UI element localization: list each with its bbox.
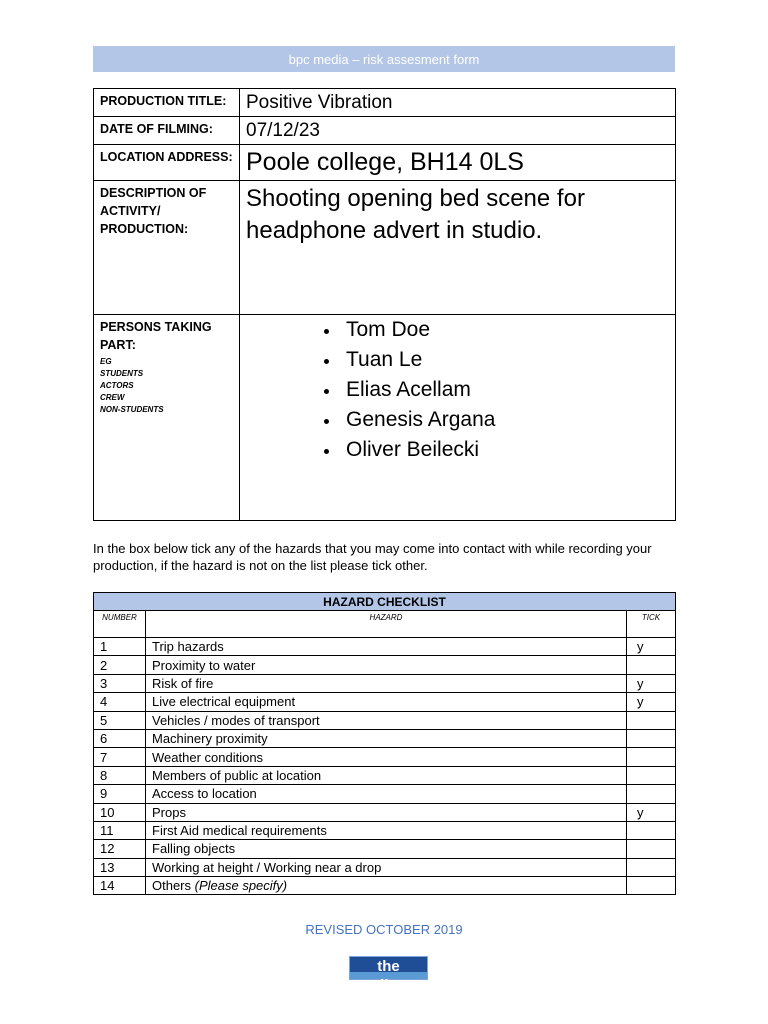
- hazard-name-text: Access to location: [152, 786, 257, 802]
- hazard-row: [94, 821, 676, 839]
- hazard-name-text: Others: [152, 878, 192, 894]
- hazard-name: [146, 840, 627, 858]
- person-item: Tuan Le: [346, 345, 669, 375]
- hazard-row: [94, 840, 676, 858]
- hazard-tick[interactable]: [627, 656, 676, 674]
- person-item: Genesis Argana: [346, 405, 669, 435]
- hazard-name-text: First Aid medical requirements: [152, 823, 327, 839]
- hazard-row: [94, 858, 676, 876]
- hazard-row: [94, 674, 676, 692]
- hazard-number: 11: [94, 821, 146, 839]
- hazard-rows: [94, 638, 676, 895]
- person-item: Tom Doe: [346, 315, 669, 345]
- hazard-tick[interactable]: [627, 858, 676, 876]
- hazard-name: [146, 821, 627, 839]
- hazard-number: 8: [94, 766, 146, 784]
- description-value[interactable]: Shooting opening bed scene for headphone advert in studio.: [240, 181, 676, 315]
- person-item: Oliver Beilecki: [346, 435, 669, 465]
- hazard-tick[interactable]: y: [627, 638, 676, 656]
- hazard-number: 10: [94, 803, 146, 821]
- hazard-name: [146, 858, 627, 876]
- hazard-checklist-table: [93, 592, 676, 895]
- persons-value-cell[interactable]: [240, 315, 676, 521]
- hazard-name-text: Live electrical equipment: [152, 694, 296, 710]
- hazard-row: [94, 877, 676, 895]
- hazard-name: [146, 766, 627, 784]
- persons-label: PERSONS TAKING PART:: [100, 320, 212, 352]
- hazard-row: [94, 766, 676, 784]
- hazard-name: [146, 729, 627, 747]
- location-label: LOCATION ADDRESS:: [94, 145, 240, 181]
- column-header-number: NUMBER: [94, 611, 146, 638]
- persons-cell: [94, 315, 240, 521]
- hazard-tick[interactable]: [627, 766, 676, 784]
- revised-date: REVISED OCTOBER 2019: [305, 922, 463, 937]
- hazard-number: 3: [94, 674, 146, 692]
- hazard-row: [94, 638, 676, 656]
- description-label: DESCRIPTION OF ACTIVITY/ PRODUCTION:: [94, 181, 240, 315]
- hazard-number: 2: [94, 656, 146, 674]
- hazard-tick[interactable]: y: [627, 803, 676, 821]
- hazard-name-text: Trip hazards: [152, 639, 224, 655]
- hazard-row: [94, 803, 676, 821]
- column-header-tick: TICK: [627, 611, 676, 638]
- hazard-row: [94, 729, 676, 747]
- date-value[interactable]: 07/12/23: [240, 117, 676, 145]
- hazard-row: [94, 656, 676, 674]
- form-title: bpc media – risk assesment form: [288, 51, 480, 67]
- hazard-instructions: In the box below tick any of the hazards that you may come into contact with while recording your production, if the hazard is not on the list please tick other.: [93, 541, 652, 573]
- hazard-name-text: Members of public at location: [152, 767, 322, 783]
- form-banner: [93, 46, 675, 72]
- hazard-tick[interactable]: y: [627, 674, 676, 692]
- hazard-name: [146, 711, 627, 729]
- hazard-name-text: Proximity to water: [152, 657, 256, 673]
- logo-text: the college: [362, 958, 415, 994]
- hazard-tick[interactable]: [627, 821, 676, 839]
- hazard-name-text: Weather conditions: [152, 749, 264, 765]
- hazard-number: 4: [94, 693, 146, 711]
- hazard-name-text: Working at height / Working near a drop: [152, 859, 382, 875]
- hazard-name: [146, 785, 627, 803]
- hazard-number: 13: [94, 858, 146, 876]
- hazard-name-text: Machinery proximity: [152, 731, 268, 747]
- hazard-row: [94, 785, 676, 803]
- hazard-tick[interactable]: y: [627, 693, 676, 711]
- hazard-row: [94, 711, 676, 729]
- hazard-name: [146, 693, 627, 711]
- hazard-tick[interactable]: [627, 729, 676, 747]
- persons-example: CREW: [100, 393, 125, 402]
- hazard-name: [146, 877, 627, 895]
- hazard-number: 6: [94, 729, 146, 747]
- date-label: DATE OF FILMING:: [94, 117, 240, 145]
- hazard-name-text: Falling objects: [152, 841, 236, 857]
- hazard-name-text: Vehicles / modes of transport: [152, 712, 320, 728]
- column-header-hazard: HAZARD: [146, 611, 627, 638]
- persons-example: ACTORS: [100, 381, 134, 390]
- hazard-tick[interactable]: [627, 748, 676, 766]
- hazard-tick[interactable]: [627, 785, 676, 803]
- hazard-tick[interactable]: [627, 877, 676, 895]
- hazard-number: 7: [94, 748, 146, 766]
- hazard-name: [146, 803, 627, 821]
- college-logo: [349, 956, 428, 994]
- persons-example: STUDENTS: [100, 369, 144, 378]
- hazard-tick[interactable]: [627, 840, 676, 858]
- hazard-number: 5: [94, 711, 146, 729]
- hazard-number: 1: [94, 638, 146, 656]
- location-value[interactable]: Poole college, BH14 0LS: [240, 145, 676, 181]
- production-title-label: PRODUCTION TITLE:: [94, 89, 240, 117]
- persons-example: NON-STUDENTS: [100, 405, 164, 414]
- hazard-number: 12: [94, 840, 146, 858]
- hazard-name-text: Risk of fire: [152, 675, 214, 691]
- hazard-number: 14: [94, 877, 146, 895]
- hazard-row: [94, 693, 676, 711]
- production-info-table: [93, 88, 676, 521]
- hazard-name: [146, 674, 627, 692]
- persons-list: [246, 315, 669, 465]
- persons-examples: [100, 356, 233, 416]
- hazard-name-text: Props: [152, 804, 186, 820]
- hazard-checklist-title: HAZARD CHECKLIST: [94, 593, 676, 611]
- hazard-number: 9: [94, 785, 146, 803]
- hazard-name: [146, 638, 627, 656]
- persons-example: EG: [100, 357, 112, 366]
- hazard-row: [94, 748, 676, 766]
- production-title-value[interactable]: Positive Vibration: [240, 89, 676, 117]
- person-item: Elias Acellam: [346, 375, 669, 405]
- hazard-name: [146, 656, 627, 674]
- hazard-name: [146, 748, 627, 766]
- others-specify-note: (Please specify): [194, 878, 288, 894]
- hazard-tick[interactable]: [627, 711, 676, 729]
